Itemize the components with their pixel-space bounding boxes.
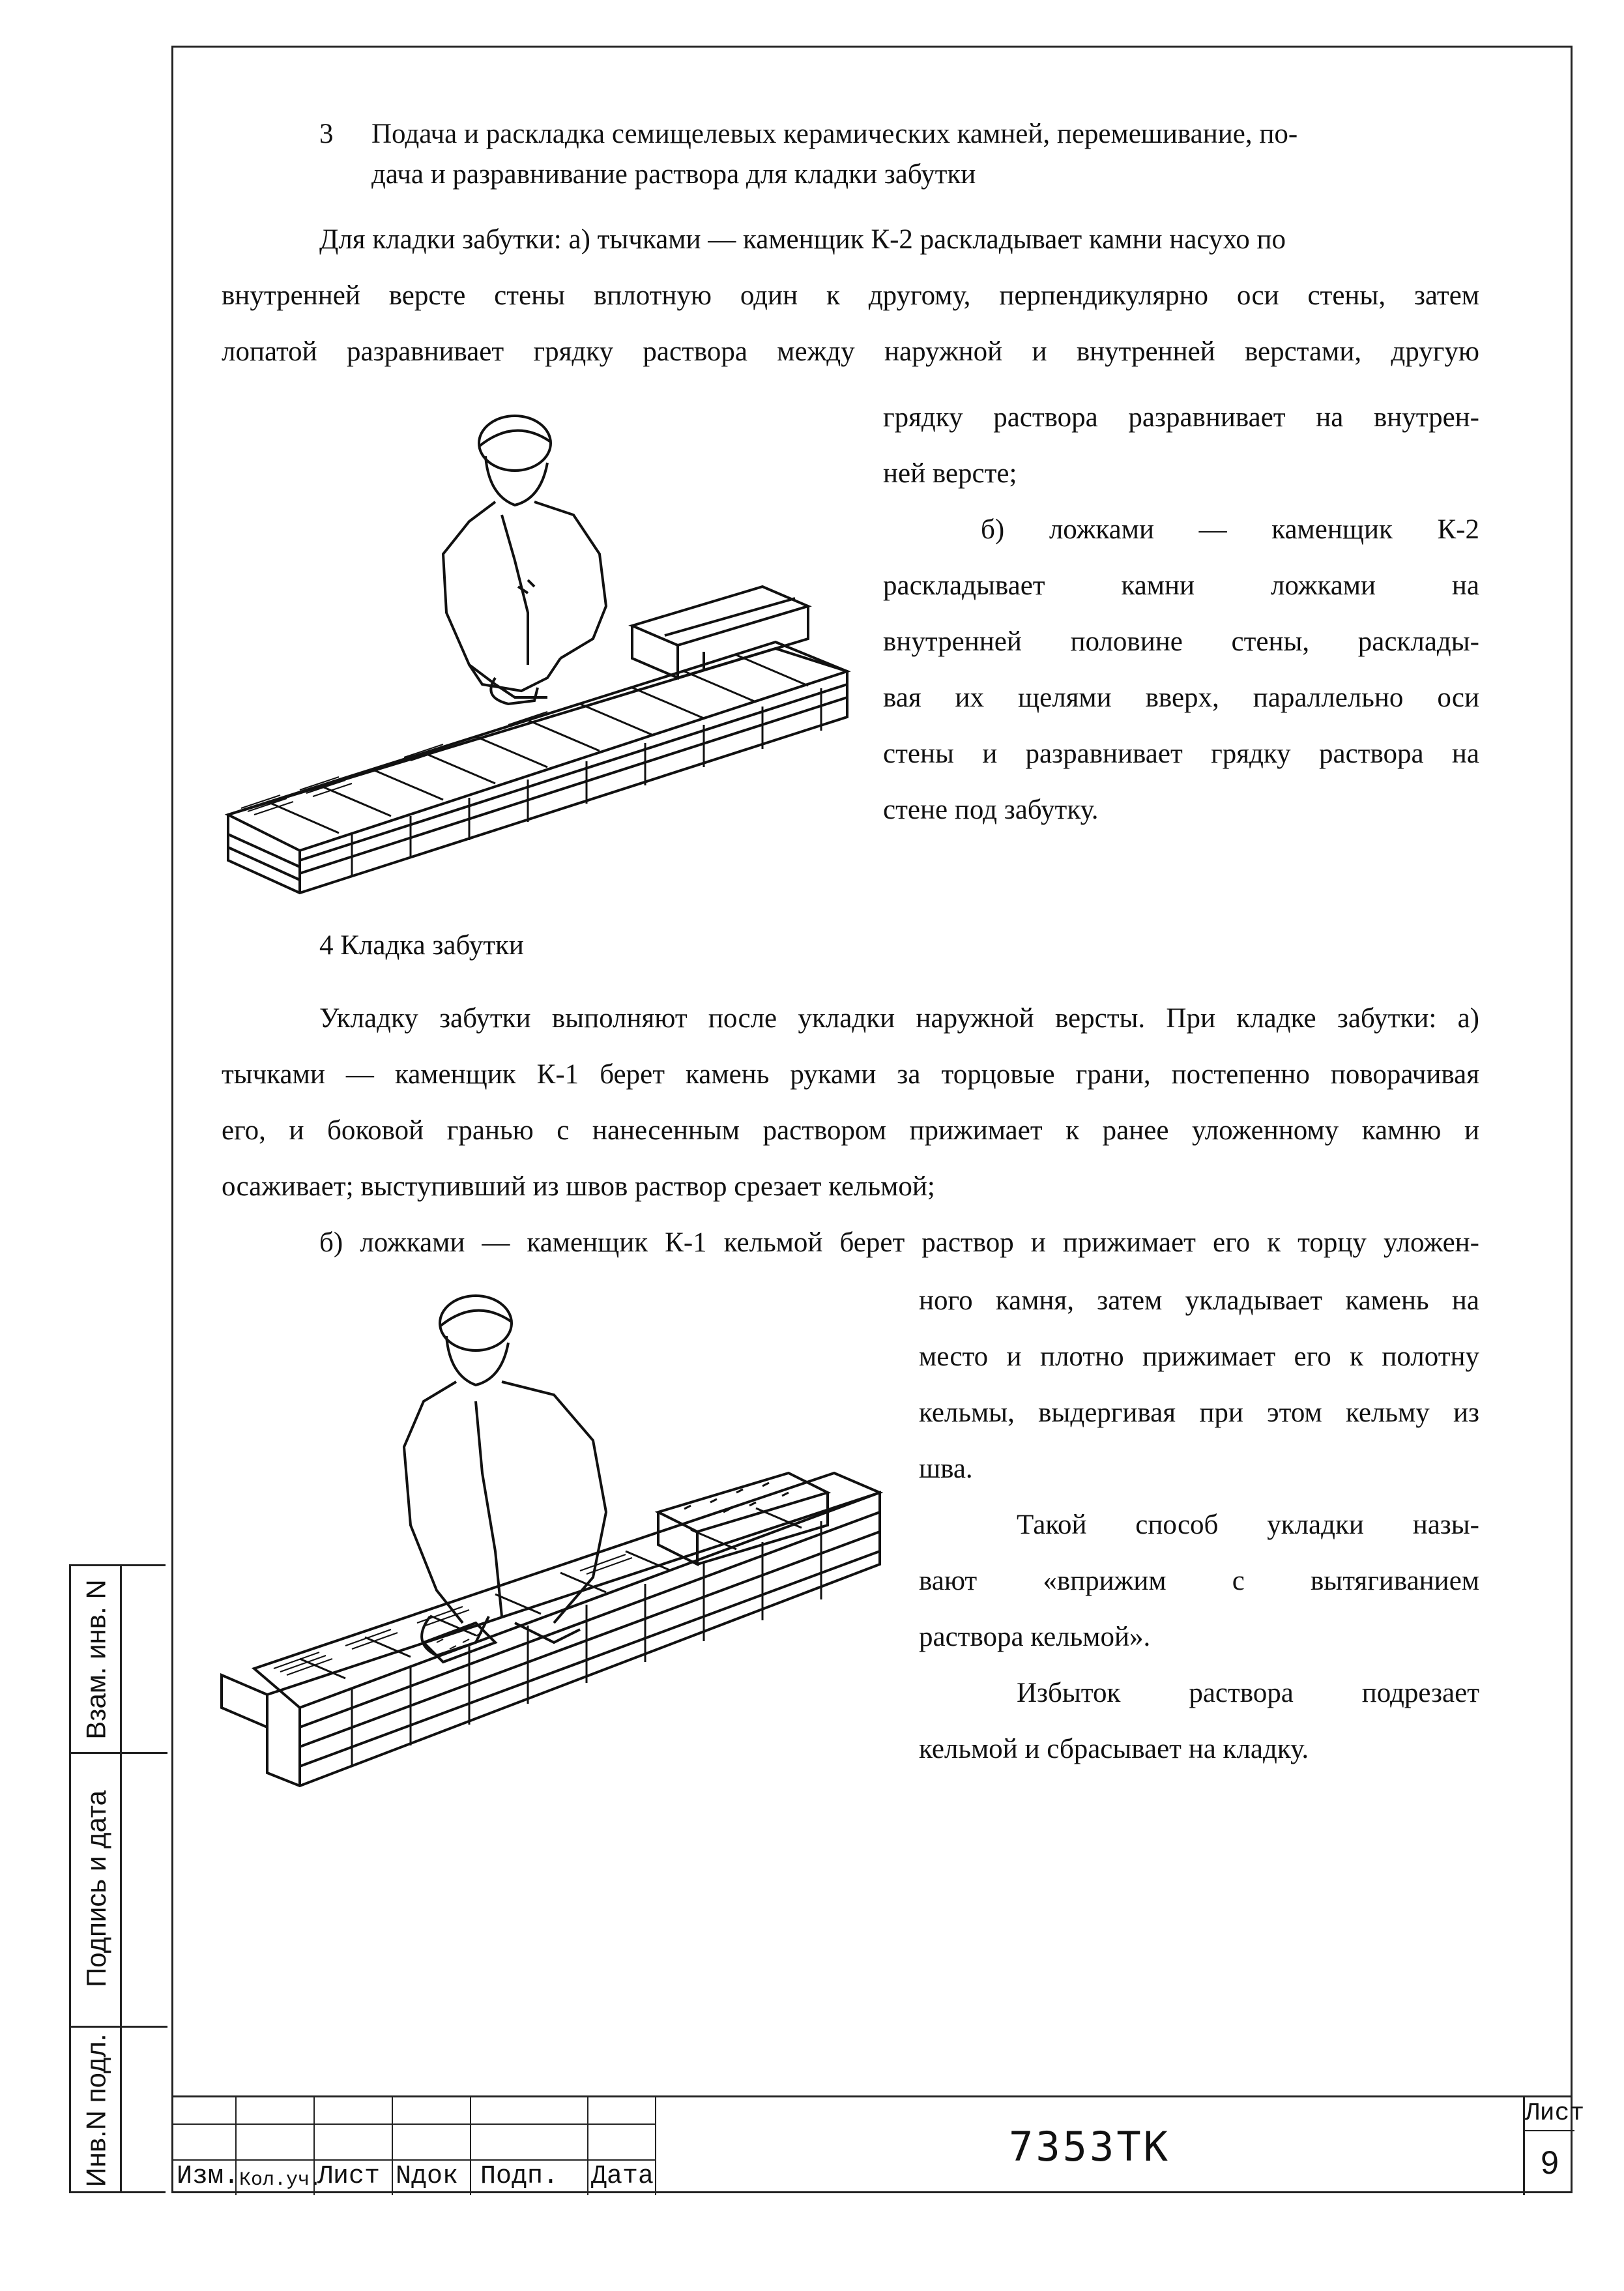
section-3-side-line-4: раскладывает камни ложками на — [883, 570, 1479, 601]
section-3-side-line-8: стене под забутку. — [883, 795, 1099, 825]
title-block — [171, 2095, 1585, 2193]
section-4-side-line-5: Такой способ укладки назы- — [1017, 1510, 1479, 1540]
title-block-kol-uch-cell — [237, 2097, 322, 2195]
title-block-ndok: Nдок — [396, 2162, 459, 2191]
section-3-number: 3 — [319, 119, 334, 149]
section-4-heading — [319, 926, 971, 966]
section-3-line-3: лопатой разравнивает грядку раствора между наружной и внутренней верстами, другую — [222, 336, 1479, 367]
section-4-paragraph — [222, 991, 1479, 1271]
title-block-podp-cell — [471, 2097, 588, 2195]
illustration-worker-laying-stones — [222, 391, 860, 899]
section-3-heading — [319, 114, 1479, 195]
title-block-list: Лист — [317, 2162, 381, 2191]
side-stamp-podpis-data: Подпись и дата — [81, 1790, 111, 1988]
section-4-side-text — [919, 1273, 1479, 1777]
section-4-side-line-7: раствора кельмой». — [919, 1622, 1151, 1652]
section-4-side-line-6: вают «вприжим с вытягиванием — [919, 1566, 1479, 1596]
section-3-side-line-7: стены и разравнивает грядку раствора на — [883, 738, 1479, 769]
document-code: 7353ТК — [1009, 2122, 1170, 2170]
title-block-izm: Изм. — [177, 2162, 240, 2191]
section-3-title-line1: Подача и раскладка семищелевых керамических камней, перемешивание, по- — [371, 119, 1298, 149]
title-block-data: Дата — [591, 2162, 654, 2191]
section-3-side-line-1: грядку раствора разравнивает на внутрен- — [883, 402, 1479, 433]
section-4-side-line-9: кельмой и сбрасывает на кладку. — [919, 1734, 1309, 1764]
section-4-side-line-3: кельмы, выдергивая при этом кельму из — [919, 1397, 1479, 1428]
section-3-paragraph — [222, 212, 1479, 380]
side-stamp-strip — [69, 1564, 166, 2193]
section-3-title-line2: дача и разравнивание раствора для кладки забутки — [371, 159, 976, 190]
section-4-line-4: осаживает; выступивший из швов раствор срезает кельмой; — [222, 1171, 935, 1202]
title-block-podp: Подп. — [480, 2162, 559, 2191]
title-block-data-cell — [588, 2097, 656, 2195]
section-4-line-1: Укладку забутки выполняют после укладки наружной версты. При кладке забутки: а) — [319, 1003, 1479, 1034]
title-block-ndok-cell — [393, 2097, 471, 2195]
section-4-title: Кладка забутки — [340, 930, 524, 961]
sheet-number: 9 — [1541, 2144, 1559, 2181]
section-3-side-line-5: внутренней половине стены, расклады- — [883, 626, 1479, 657]
section-3-side-text — [883, 390, 1479, 838]
section-3-side-line-3: б) ложками — каменщик К-2 — [981, 514, 1479, 545]
section-3-side-line-2: ней версте; — [883, 458, 1017, 489]
title-block-kol-uch: Кол.уч. — [239, 2169, 322, 2191]
title-block-list-cell — [315, 2097, 393, 2195]
section-4-line-2: тычками — каменщик К-1 берет камень руками за торцовые грани, постепенно поворачивая — [222, 1059, 1479, 1090]
section-4-side-line-2: место и плотно прижимает его к полотну — [919, 1341, 1479, 1372]
section-4-side-line-8: Избыток раствора подрезает — [1017, 1678, 1479, 1708]
section-4-number: 4 — [319, 930, 334, 961]
title-block-izm-cell — [171, 2097, 240, 2195]
sheet-box — [1523, 2097, 1585, 2195]
illustration-worker-pressing-stone — [215, 1277, 893, 1812]
section-3-line-1: Для кладки забутки: а) тычками — каменщик К-2 раскладывает камни насухо по — [319, 224, 1286, 255]
section-3-line-2: внутренней версте стены вплотную один к другому, перпендикулярно оси стены, затем — [222, 280, 1479, 311]
section-4-side-line-4: шва. — [919, 1453, 973, 1484]
section-3-side-line-6: вая их щелями вверх, параллельно оси — [883, 682, 1479, 713]
sheet-label: Лист — [1525, 2097, 1574, 2131]
section-4-line-5: б) ложками — каменщик К-1 кельмой берет раствор и прижимает его к торцу уложен- — [319, 1227, 1479, 1258]
side-stamp-value-column — [122, 1566, 167, 2191]
section-4-side-line-1: ного камня, затем укладывает камень на — [919, 1285, 1479, 1316]
section-4-line-3: его, и боковой гранью с нанесенным раствором прижимает к ранее уложенному камню и — [222, 1115, 1479, 1146]
side-stamp-inv-podl: Инв.N подл. — [81, 2034, 112, 2187]
side-stamp-vzam-inv: Взам. инв. N — [81, 1579, 112, 1740]
